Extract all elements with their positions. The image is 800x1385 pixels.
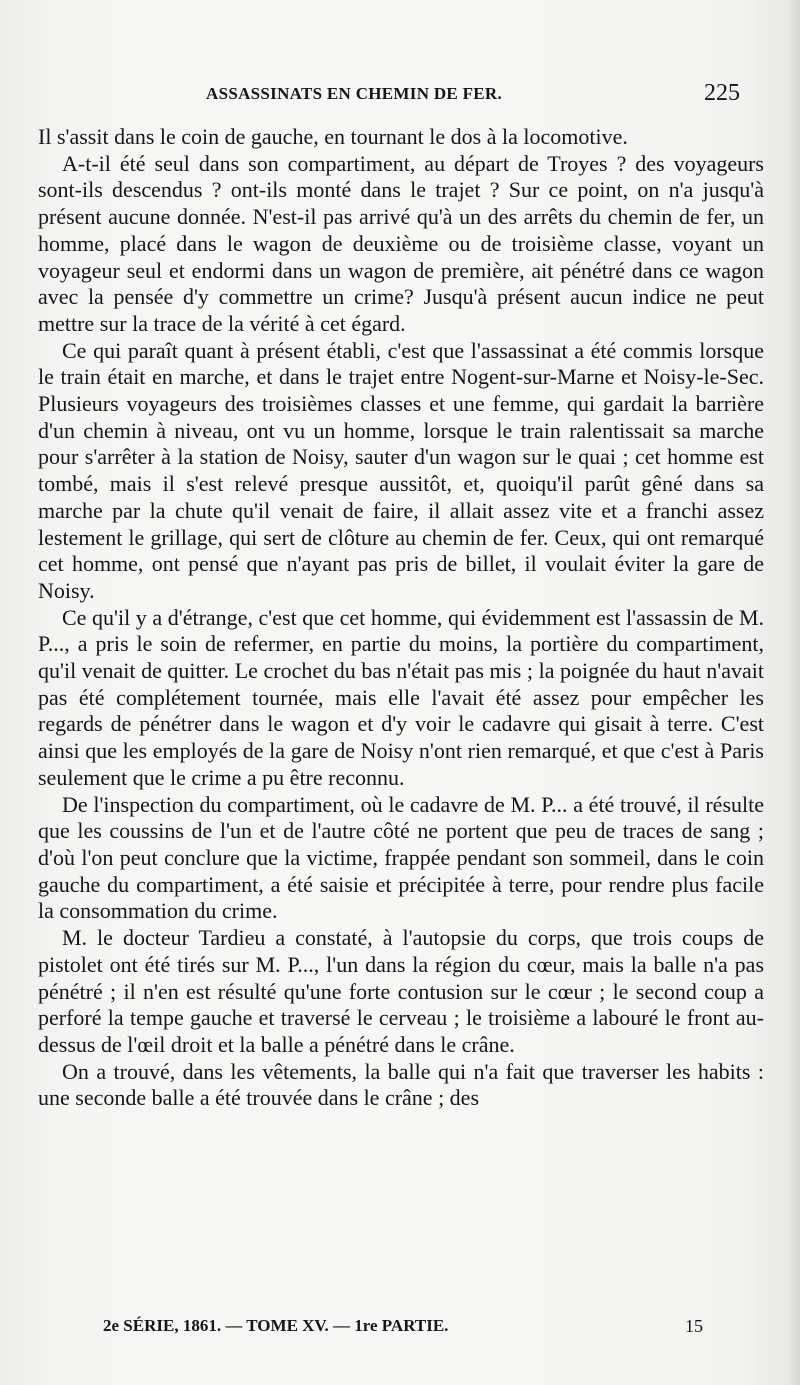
running-title: ASSASSINATS EN CHEMIN DE FER. — [206, 84, 503, 103]
paragraph: Ce qui paraît quant à présent établi, c'est que l'assassinat a été commis lorsque le train était en marche, et dans le trajet entre Nogent-sur-Marne et Noisy-le-Sec. Plusieurs voyageurs des troisièmes classes et une femme, qui gardait la barrière d'un chemin à niveau, ont vu un homme, lorsque le train ralentissait sa marche pour s'arrêter à la station de Noisy, sauter d'un wagon sur le quai ; cet homme est tombé, mais il s'est relevé presque aussitôt, et, quoiqu'il parût gêné dans sa marche par la chute qu'il venait de faire, il allait assez vite et a franchi assez lestement le grillage, qui sert de clôture au chemin de fer. Ceux, qui ont remarqué cet homme, ont pensé que n'ayant pas pris de billet, il voulait éviter la gare de Noisy. — [38, 337, 764, 603]
paragraph: A-t-il été seul dans son compartiment, au départ de Troyes ? des voyageurs sont-ils descendus ? ont-ils monté dans le trajet ? Sur ce point, on n'a jusqu'à présent aucune donnée. N'est-il pas arrivé qu'à un des arrêts du chemin de fer, un homme, placé dans le wagon de deuxième ou de troisième classe, voyant un voyageur seul et endormi dans un wagon de première, ait pénétré dans ce wagon avec la pensée d'y commettre un crime? Jusqu'à présent aucun indice ne peut mettre sur la trace de la vérité à cet égard. — [38, 150, 764, 336]
page-number: 225 — [704, 80, 740, 106]
page-header — [40, 80, 740, 116]
page-edge-shadow — [788, 0, 800, 1385]
printer-signature: 2e SÉRIE, 1861. — TOME XV. — 1re PARTIE. — [103, 1316, 449, 1335]
page-footer — [103, 1316, 703, 1342]
body-text — [38, 124, 764, 1112]
paragraph: On a trouvé, dans les vêtements, la balle qui n'a fait que traverser les habits : une seconde balle a été trouvée dans le crâne ; des — [38, 1058, 764, 1111]
paragraph: Il s'assit dans le coin de gauche, en tournant le dos à la locomotive. — [38, 124, 628, 149]
paragraph: Ce qu'il y a d'étrange, c'est que cet homme, qui évidemment est l'assassin de M. P..., a pris le soin de refermer, en partie du moins, la portière du compartiment, qu'il venait de quitter. Le crochet du bas n'était pas mis ; la poignée du haut n'avait pas été complétement tournée, mais elle l'avait été assez pour empêcher les regards de pénétrer dans le wagon et d'y voir le cadavre qui gisait à terre. C'est ainsi que les employés de la gare de Noisy n'ont rien remarqué, et que c'est à Paris seulement que le crime a pu être reconnu. — [38, 604, 764, 790]
signature-number: 15 — [685, 1316, 703, 1336]
paragraph: De l'inspection du compartiment, où le cadavre de M. P... a été trouvé, il résulte que les coussins de l'un et de l'autre côté ne portent que peu de traces de sang ; d'où l'on peut conclure que la victime, frappée pendant son sommeil, dans le coin gauche du compartiment, a été saisie et précipitée à terre, pour rendre plus facile la consommation du crime. — [38, 791, 764, 924]
paragraph: M. le docteur Tardieu a constaté, à l'autopsie du corps, que trois coups de pistolet ont été tirés sur M. P..., l'un dans la région du cœur, mais la balle n'a pas pénétré ; il n'en est résulté qu'une forte contusion sur le cœur ; le second coup a perforé la tempe gauche et traversé le cerveau ; le troisième a labouré le front au-dessus de l'œil droit et la balle a pénétré dans le crâne. — [38, 925, 764, 1057]
